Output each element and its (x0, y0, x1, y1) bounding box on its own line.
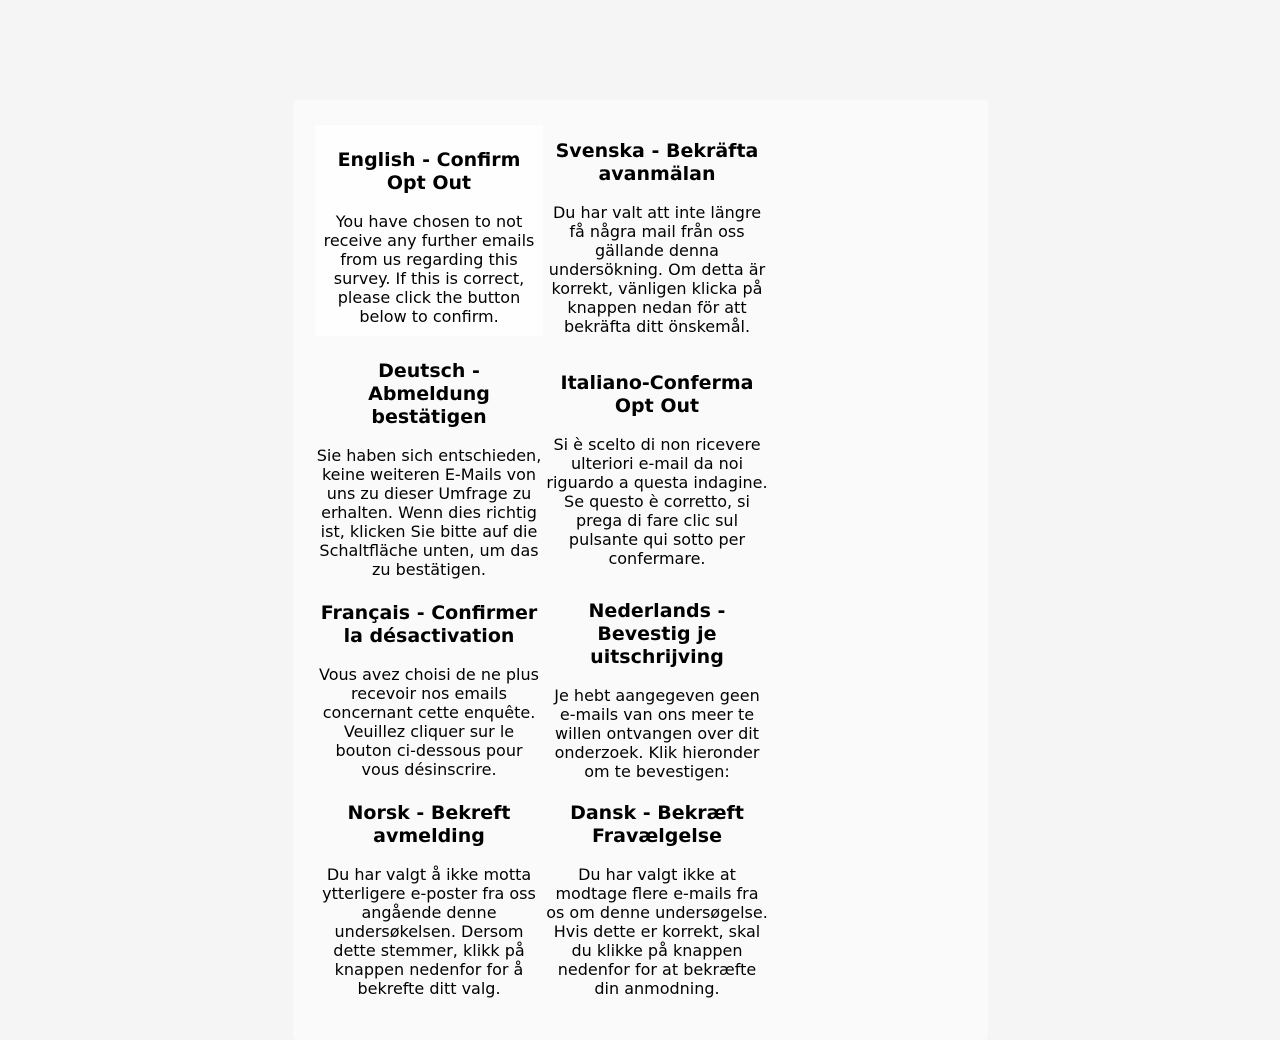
section-francais (315, 579, 543, 781)
opt-out-language-grid (315, 125, 771, 998)
section-heading: Français - Confirmer la désactivation (320, 602, 538, 647)
section-dansk (543, 781, 771, 998)
section-body: You have chosen to not receive any further emails from us regarding this survey. If this is correct, please click the button below to confirm. (323, 212, 535, 326)
section-deutsch (315, 336, 543, 579)
section-heading: Dansk - Bekræft Fravælgelse (570, 802, 744, 847)
section-heading: Svenska - Bekräfta avanmälan (555, 140, 759, 185)
section-svenska (543, 125, 771, 336)
section-body: Du har valgt å ikke motta ytterligere e-poster fra oss angående denne undersøkelsen. Dersom dette stemmer, klikk på knappen nedenfor for å bekrefte ditt valg. (322, 865, 536, 998)
section-body: Du har valt att inte längre få några mail från oss gällande denna undersökning. Om detta är korrekt, vänligen klicka på knappen nedan för att bekräfta ditt önskemål. (548, 203, 766, 336)
section-body: Je hebt aangegeven geen e-mails van ons meer te willen ontvangen over dit onderzoek. Klik hieronder om te bevestigen: (554, 686, 760, 781)
section-nederlands (543, 579, 771, 781)
section-norsk (315, 781, 543, 998)
section-english (315, 125, 543, 336)
section-italiano (543, 336, 771, 579)
section-body: Vous avez choisi de ne plus recevoir nos emails concernant cette enquête. Veuillez cliquer sur le bouton ci-dessous pour vous désinscrire. (319, 665, 539, 779)
section-heading: Italiano-Conferma Opt Out (560, 372, 754, 417)
section-body: Sie haben sich entschieden, keine weiteren E-Mails von uns zu dieser Umfrage zu erhalten. Wenn dies richtig ist, klicken Sie bitte auf die Schaltfläche unten, um das zu bestätigen. (316, 446, 542, 579)
section-heading: Norsk - Bekreft avmelding (347, 802, 511, 847)
section-heading: Nederlands - Bevestig je uitschrijving (588, 600, 726, 668)
section-heading: Deutsch - Abmeldung bestätigen (368, 360, 490, 428)
section-body: Du har valgt ikke at modtage flere e-mails fra os om denne undersøgelse. Hvis dette er korrekt, skal du klikke på knappen nedenfor for at bekræfte din anmodning. (546, 865, 768, 998)
section-heading: English - Confirm Opt Out (337, 149, 521, 194)
section-body: Si è scelto di non ricevere ulteriori e-mail da noi riguardo a questa indagine. Se questo è corretto, si prega di fare clic sul pulsante qui sotto per confermare. (546, 435, 768, 568)
